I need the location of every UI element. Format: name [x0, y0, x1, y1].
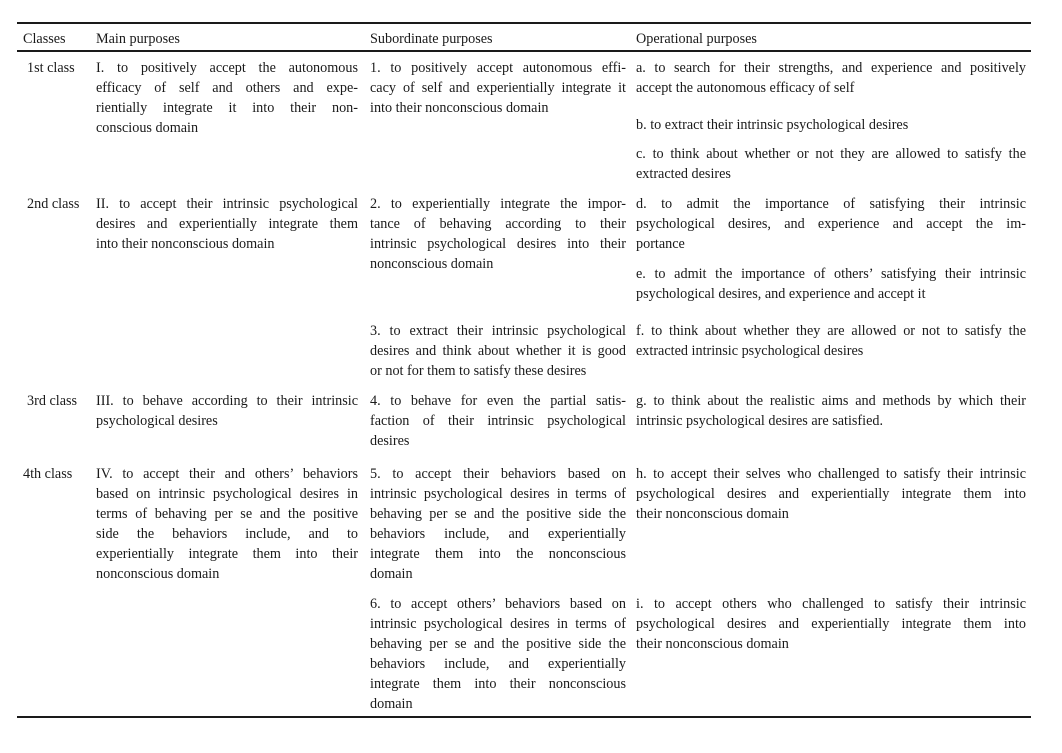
class-label: 3rd class [27, 393, 78, 409]
subordinate-purpose-cell [370, 464, 626, 584]
operational-purpose-cell [636, 321, 1026, 361]
text-line: domain [370, 696, 413, 712]
text-line: their nonconscious domain [636, 506, 789, 522]
text-line: 6. to accept others’ behaviors based on [370, 596, 626, 612]
text-line: accept the autonomous efficacy of self [636, 80, 855, 96]
text-line: integrate them into their nonconscious [370, 676, 626, 692]
class-label: 4th class [23, 466, 73, 482]
text-line: h. to accept their selves who challenged to satisfy their intrinsic [636, 466, 1026, 482]
text-line: intrinsic psychological desires are satisfied. [636, 413, 884, 429]
operational-purpose-cell [636, 194, 1026, 254]
header-main-purposes: Main purposes [96, 31, 180, 47]
main-purpose-cell [96, 194, 358, 254]
text-line: into their nonconscious domain [96, 236, 275, 252]
text-line: conscious domain [96, 120, 199, 136]
text-line: g. to think about the realistic aims and methods by which their [636, 393, 1026, 409]
text-line: psychological desires [96, 413, 218, 429]
text-line: behaviors include, and experientially [370, 656, 626, 672]
text-line: domain [370, 566, 413, 582]
text-line: 5. to accept their behaviors based on [370, 466, 626, 482]
text-line: II. to accept their intrinsic psychological [96, 196, 358, 212]
subordinate-purpose-cell [370, 58, 626, 118]
operational-purpose-cell [636, 464, 1026, 524]
header-subordinate-purposes: Subordinate purposes [370, 31, 493, 47]
header-classes: Classes [23, 31, 66, 47]
text-line: a. to search for their strengths, and experience and positively [636, 60, 1026, 76]
subordinate-purpose-cell [370, 194, 626, 274]
text-line: i. to accept others who challenged to satisfy their intrinsic [636, 596, 1026, 612]
operational-purpose-cell [636, 115, 1026, 135]
text-line: behaving per se and the positive side the [370, 636, 626, 652]
subordinate-purpose-cell [370, 594, 626, 714]
text-line: intrinsic psychological desires in terms of [370, 486, 626, 502]
operational-purpose-cell [636, 391, 1026, 431]
text-line: extracted desires [636, 166, 731, 182]
text-line: 2. to experientially integrate the impor- [370, 196, 626, 212]
operational-purpose-cell [636, 594, 1026, 654]
text-line: experientially integrate them into their [96, 546, 358, 562]
operational-purpose-cell [636, 264, 1026, 304]
text-line: nonconscious domain [96, 566, 220, 582]
subordinate-purpose-cell [370, 391, 626, 451]
table-header-rule [17, 50, 1031, 52]
subordinate-purpose-cell [370, 321, 626, 381]
text-line: behaviors include, and experientially [370, 526, 626, 542]
table-top-rule [17, 22, 1031, 24]
class-label: 1st class [27, 60, 75, 76]
text-line: cacy of self and experientially integrate it [370, 80, 626, 96]
text-line: efficacy of self and others and expe- [96, 80, 358, 96]
text-line: intrinsic psychological desires in terms of [370, 616, 626, 632]
text-line: IV. to accept their and others’ behaviors [96, 466, 358, 482]
table-bottom-rule [17, 716, 1031, 718]
text-line: faction of their intrinsic psychological [370, 413, 626, 429]
text-line: portance [636, 236, 685, 252]
text-line: III. to behave according to their intrinsic [96, 393, 358, 409]
text-line: side the behaviors include, and to [96, 526, 358, 542]
text-line: f. to think about whether they are allowed or not to satisfy the [636, 323, 1026, 339]
text-line: I. to positively accept the autonomous [96, 60, 358, 76]
text-line: psychological desires and experientially integrate them into [636, 486, 1026, 502]
main-purpose-cell [96, 391, 358, 431]
text-line: their nonconscious domain [636, 636, 789, 652]
text-line: nonconscious domain [370, 256, 494, 272]
text-line: b. to extract their intrinsic psychological desires [636, 117, 909, 133]
text-line: terms of behaving per se and the positive [96, 506, 358, 522]
text-line: into their nonconscious domain [370, 100, 549, 116]
main-purpose-cell [96, 464, 358, 584]
text-line: tance of behaving according to their [370, 216, 626, 232]
text-line: 4. to behave for even the partial satis- [370, 393, 626, 409]
text-line: 3. to extract their intrinsic psychological [370, 323, 626, 339]
text-line: based on intrinsic psychological desires in [96, 486, 358, 502]
text-line: integrate them into the nonconscious [370, 546, 626, 562]
text-line: c. to think about whether or not they are allowed to satisfy the [636, 146, 1026, 162]
text-line: desires [370, 433, 410, 449]
header-operational-purposes: Operational purposes [636, 31, 757, 47]
text-line: desires and think about whether it is good [370, 343, 626, 359]
text-line: rientially integrate it into their non- [96, 100, 358, 116]
text-line: d. to admit the importance of satisfying their intrinsic [636, 196, 1026, 212]
text-line: psychological desires, and experience and accept it [636, 286, 926, 302]
text-line: extracted intrinsic psychological desires [636, 343, 864, 359]
class-label: 2nd class [27, 196, 80, 212]
main-purpose-cell [96, 58, 358, 138]
text-line: e. to admit the importance of others’ satisfying their intrinsic [636, 266, 1026, 282]
operational-purpose-cell [636, 144, 1026, 184]
text-line: desires and experientially integrate them [96, 216, 358, 232]
text-line: or not for them to satisfy these desires [370, 363, 587, 379]
text-line: intrinsic psychological desires into their [370, 236, 626, 252]
text-line: 1. to positively accept autonomous effi- [370, 60, 626, 76]
text-line: psychological desires, and experience and accept the im- [636, 216, 1026, 232]
text-line: psychological desires and experientially integrate them into [636, 616, 1026, 632]
operational-purpose-cell [636, 58, 1026, 98]
text-line: behaving per se and the positive side the [370, 506, 626, 522]
